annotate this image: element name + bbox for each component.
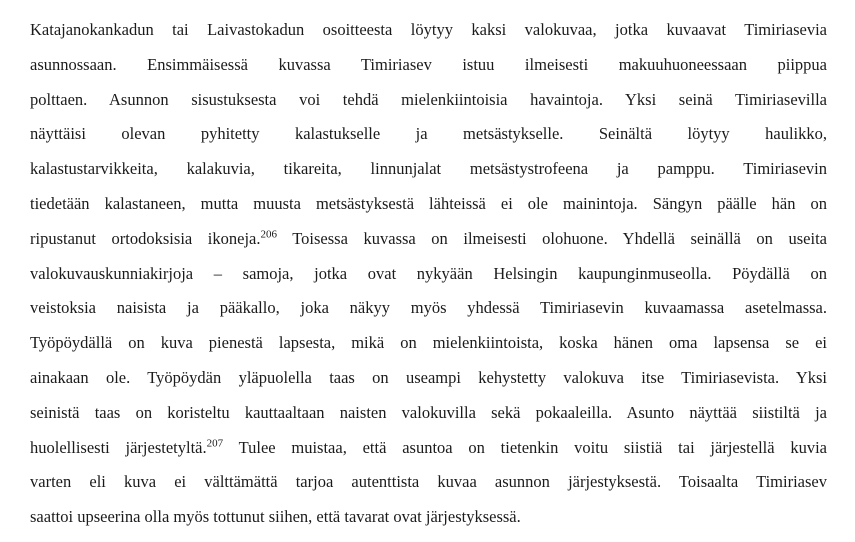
- text-line: saattoi upseerina olla myös tottunut siihen, että tavarat ovat järjestyksessä.: [30, 507, 521, 527]
- text-line: valokuvauskunniakirjoja – samoja, jotka ovat nykyään Helsingin kaupunginmuseolla. Pöydällä on: [30, 263, 827, 283]
- text-line: kalastustarvikkeita, kalakuvia, tikareita, linnunjalat metsästystrofeena ja pamppu. Timiriasevin: [30, 159, 827, 179]
- text-line: Katajanokankadun tai Laivastokadun osoitteesta löytyy kaksi valokuvaa, jotka kuvaavat Timiriasevia: [30, 20, 827, 39]
- text-line: ainakaan ole. Työpöydän yläpuolella taas on useampi kehystetty valokuva itse Timiriasevista. Yksi: [30, 367, 827, 387]
- text-line: ripustanut ortodoksisia ikoneja.$^{206}$ Toisessa kuvassa on ilmeisesti olohuone. Yhdellä seinällä on useita: [30, 228, 827, 248]
- text-line: polttaen. Asunnon sisustuksesta voi tehdä mielenkiintoisia havaintoja. Yksi seinä Timiriasevilla: [30, 89, 827, 109]
- text-line: huolellisesti järjestetyltä.$^{207}$ Tulee muistaa, että asuntoa on tietenkin voitu siistiä tai järjestellä kuvia: [30, 437, 827, 457]
- text-line: asunnossaan. Ensimmäisessä kuvassa Timiriasev istuu ilmeisesti makuuhuoneessaan piippua: [30, 54, 827, 74]
- footnote-reference: 207: [206, 437, 224, 450]
- text-line: Työpöydällä on kuva pienestä lapsesta, mikä on mielenkiintoista, koska hänen oma lapsensa se ei: [30, 333, 827, 353]
- text-line: seinistä taas on koristeltu kauttaaltaan naisten valokuvilla sekä pokaaleilla. Asunto näyttää siistiltä ja: [30, 402, 827, 422]
- text-line: näyttäisi olevan pyhitetty kalastukselle ja metsästykselle. Seinältä löytyy haulikko,: [30, 124, 827, 144]
- text-line: tiedetään kalastaneen, mutta muusta metsästyksestä lähteissä ei ole mainintoja. Sängyn päälle hän on: [30, 193, 827, 213]
- text-line: varten eli kuva ei välttämättä tarjoa autenttista kuvaa asunnon järjestyksestä. Toisaalta Timiriasev: [30, 472, 827, 492]
- document-paragraph: [30, 13, 827, 535]
- text-line: veistoksia naisista ja pääkallo, joka näkyy myös yhdessä Timiriasevin kuvaamassa asetelmassa.: [30, 298, 827, 318]
- footnote-reference: 206: [260, 228, 277, 241]
